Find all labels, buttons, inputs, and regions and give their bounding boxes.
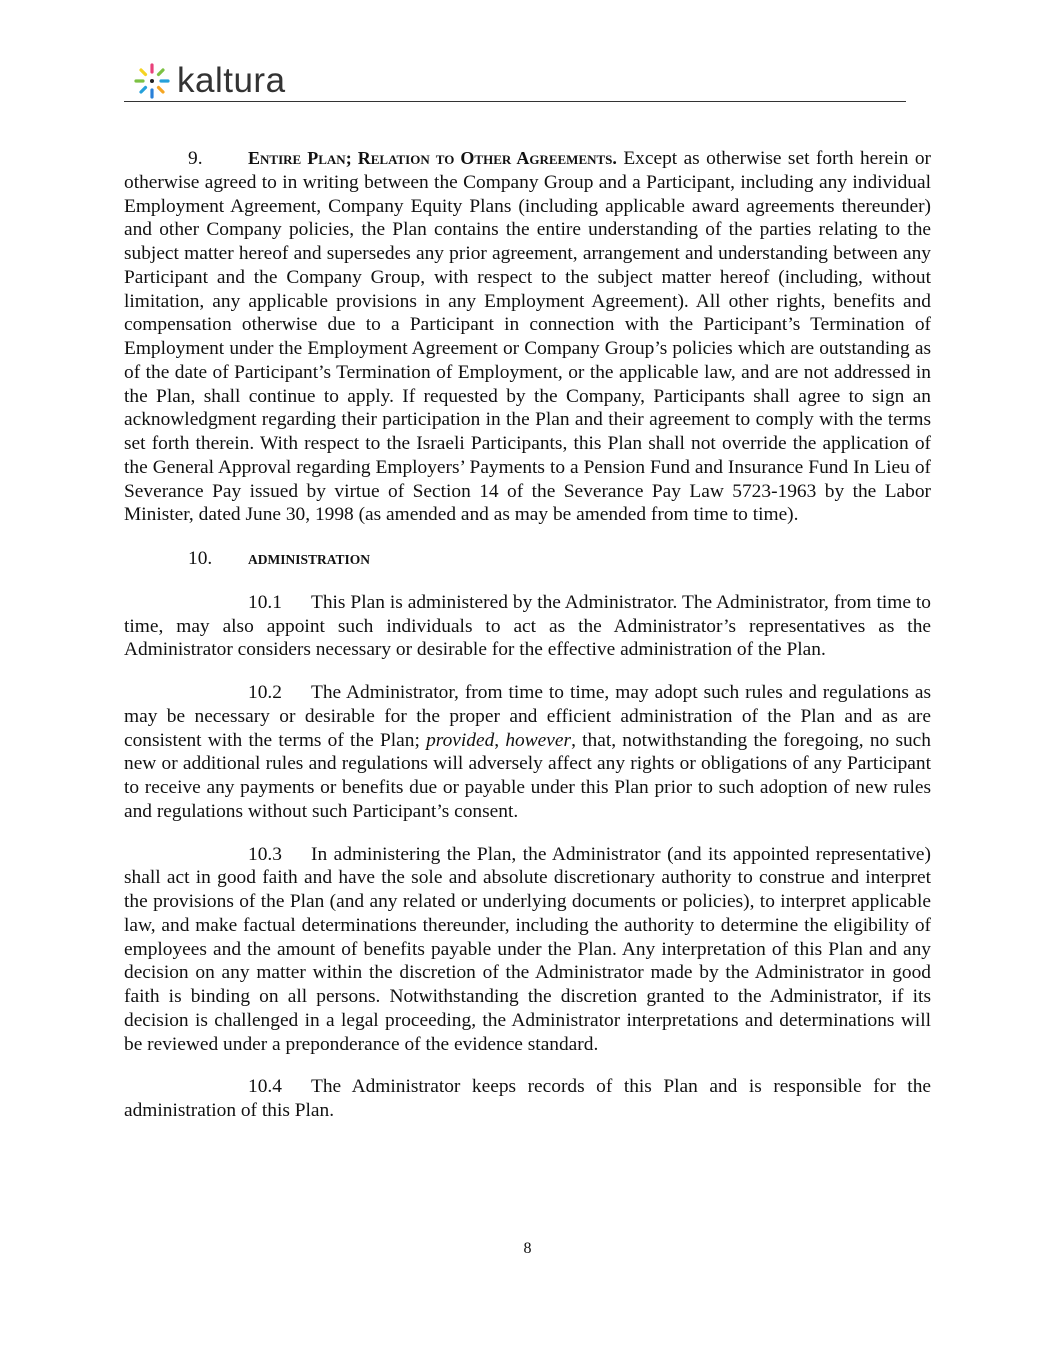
subsection-10-3 [124, 843, 931, 1057]
section-number: 10. [188, 548, 213, 569]
section-title: Entire Plan; Relation to Other Agreements. [248, 148, 617, 168]
logo-wordmark: kaltura [177, 61, 286, 100]
page-number: 8 [523, 1240, 532, 1257]
subsection-10-4 [124, 1075, 931, 1123]
subsection-number: 10.4 [248, 1076, 282, 1098]
subsection-text: This Plan is administered by the Administrator. The Administrator, from time to time, may also appoint such individuals to act as the Administrator’s representatives as the Administrator considers necessary or desirable for the effective administration of the Plan. [124, 591, 931, 661]
subsection-number: 10.1 [248, 591, 282, 613]
comma: , [494, 729, 506, 751]
subsection-text: The Administrator keeps records of this Plan and is responsible for the administration of this Plan. [124, 1076, 931, 1121]
header-divider [124, 101, 906, 102]
kaltura-logo [133, 62, 286, 100]
subsection-10-2 [124, 681, 931, 824]
italic-provided: provided [426, 729, 495, 751]
section-title: ADMINISTRATION [248, 552, 371, 567]
subsection-text: The Administrator, from time to time, may adopt such rules and regulations as may be necessary or desirable for the proper and efficient administration of the Plan and as are consistent with the terms of the Plan; [124, 682, 931, 751]
subsection-number: 10.3 [248, 843, 282, 865]
section-9 [124, 147, 931, 527]
kaltura-burst-icon [133, 62, 171, 100]
document-body [124, 147, 931, 1123]
section-text: Except as otherwise set forth herein or otherwise agreed to in writing between the Company Group and a Participant, including any individual Employment Agreement, Company Equity Plans (including applicable award agreements thereunder) and other Company policies, the Plan contains the entire understanding of the parties relating to the subject matter hereof and supersedes any prior agreement, arrangement and understanding between any Participant and the Company Group, with respect to the subject matter hereof (including, without limitation, any applicable provisions in any Employment Agreement). All other rights, benefits and compensation otherwise due to a Participant in connection with the Participant’s Termination of Employment under the Employment Agreement or Company Group’s policies which are outstanding as of the date of Participant’s Termination of Employment, or the applicable law, and are not addressed in the Plan, shall continue to apply. If requested by the Company, Participants shall agree to sign an acknowledgment regarding their participation in the Plan and their agreement to comply with the terms set forth therein. With respect to the Israeli Participants, this Plan shall not override the application of the General Approval regarding Employers’ Payments to a Pension Fund and Insurance Fund In Lieu of Severance Pay issued by virtue of Section 14 of the Severance Pay Law 5723-1963 by the Labor Minister, dated June 30, 1998 (as amended and as may be amended from time to time). [124, 148, 931, 526]
subsection-number: 10.2 [248, 682, 282, 703]
subsection-text-cont: , that, notwithstanding the foregoing, no such new or additional rules and regulations will adversely affect any rights or obligations of any Participant to receive any payments or benefits due or payable under this Plan prior to such adoption of new rules and regulations without such Participant’s consent. [124, 729, 931, 822]
section-10-heading [124, 547, 931, 572]
subsection-text: In administering the Plan, the Administrator (and its appointed representative) shall act in good faith and have the sole and absolute discretionary authority to construe and interpret the provisions of the Plan (and any related or underlying documents or policies), to interpret applicable law, and make factual determinations thereunder, including the authority to determine the eligibility of employees and the amount of benefits payable under the Plan. Any interpretation of this Plan and any decision on any matter within the discretion of the Administrator made by the Administrator in good faith is binding on all persons. Notwithstanding the discretion granted to the Administrator, if its decision is challenged in a legal proceeding, the Administrator interpretations and determinations will be reviewed under a preponderance of the evidence standard. [124, 843, 931, 1055]
subsection-10-1 [124, 591, 931, 662]
italic-however: however [505, 729, 572, 751]
section-number: 9. [188, 148, 203, 169]
